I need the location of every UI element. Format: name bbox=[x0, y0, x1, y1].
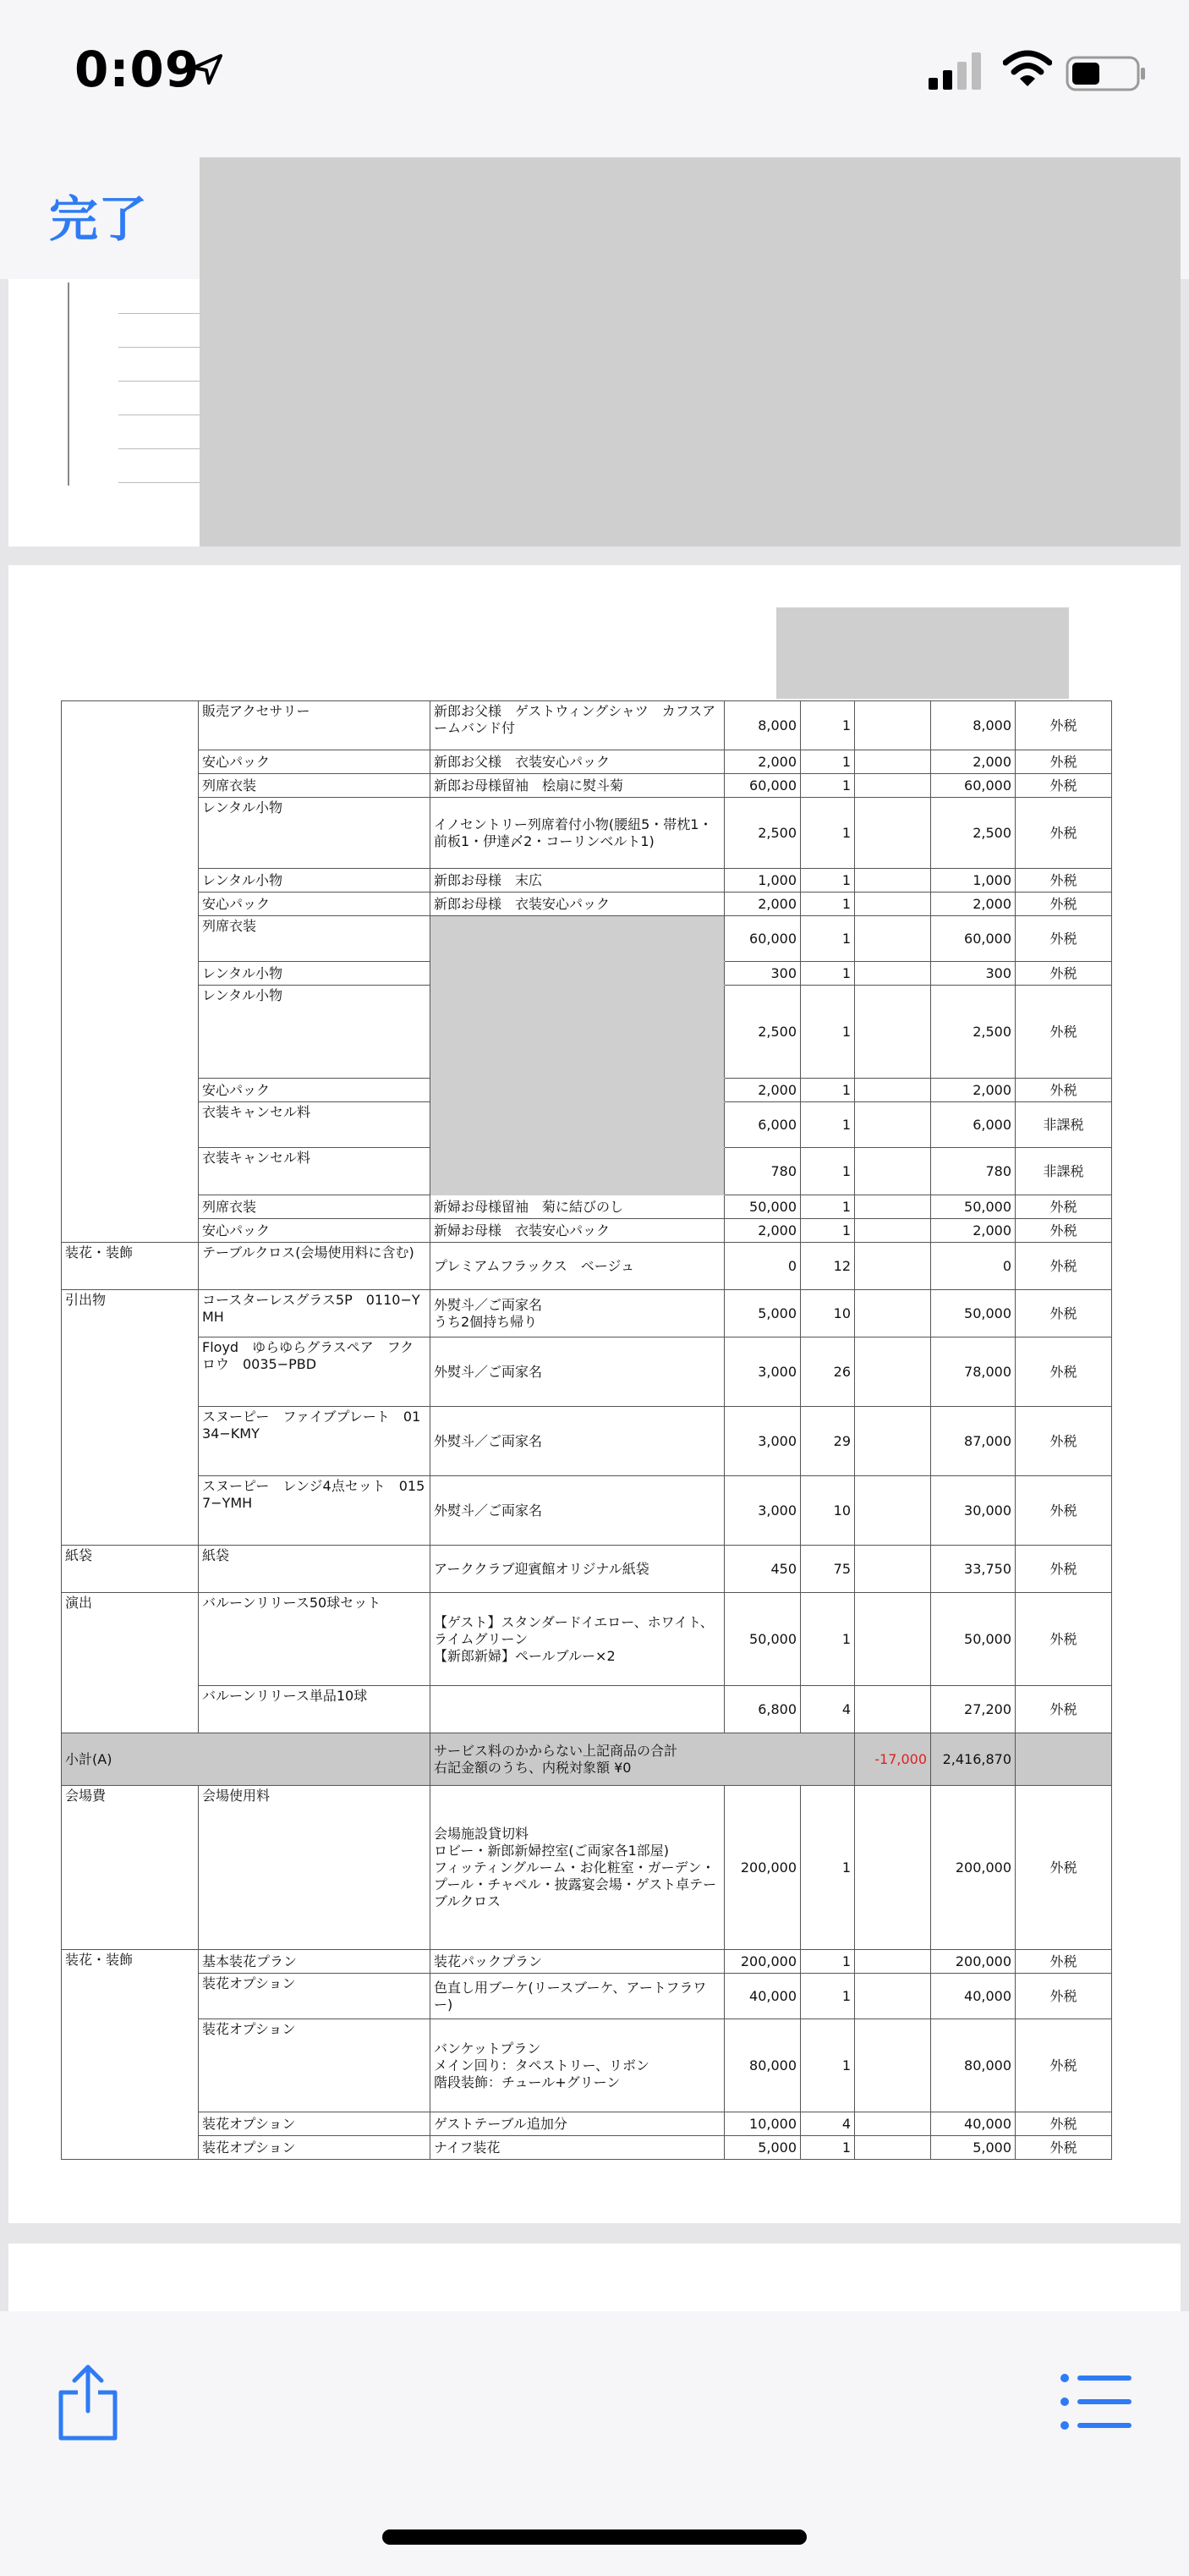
unit-price-cell: 3,000 bbox=[725, 1337, 801, 1407]
item-cell: 安心パック bbox=[199, 1079, 430, 1102]
unit-price-cell: 10,000 bbox=[725, 2112, 801, 2136]
quantity-cell: 1 bbox=[801, 1950, 855, 1974]
redacted-description-cell bbox=[430, 916, 725, 962]
table-row bbox=[62, 2136, 1112, 2160]
amount-cell: 40,000 bbox=[931, 1974, 1016, 2019]
subtotal-amount: 2,416,870 bbox=[931, 1733, 1016, 1786]
tax-type-cell: 外税 bbox=[1016, 2136, 1112, 2160]
tax-type-cell: 外税 bbox=[1016, 1219, 1112, 1243]
item-cell: 紙袋 bbox=[199, 1546, 430, 1593]
table-row bbox=[62, 1950, 1112, 1974]
category-cell bbox=[62, 1102, 199, 1148]
tax-type-cell: 外税 bbox=[1016, 701, 1112, 750]
table-row bbox=[62, 1243, 1112, 1290]
category-cell bbox=[62, 701, 199, 750]
subtotal-tax-cell bbox=[1016, 1733, 1112, 1786]
quantity-cell: 4 bbox=[801, 2112, 855, 2136]
unit-price-cell: 200,000 bbox=[725, 1950, 801, 1974]
tax-type-cell: 外税 bbox=[1016, 1337, 1112, 1407]
quantity-cell: 1 bbox=[801, 774, 855, 798]
category-cell: 紙袋 bbox=[62, 1546, 199, 1593]
category-cell bbox=[62, 893, 199, 916]
unit-price-cell: 2,000 bbox=[725, 1219, 801, 1243]
category-cell: 演出 bbox=[62, 1593, 199, 1686]
tax-type-cell: 外税 bbox=[1016, 2112, 1112, 2136]
amount-cell: 50,000 bbox=[931, 1593, 1016, 1686]
table-row bbox=[62, 2019, 1112, 2112]
description-cell: 会場施設貸切料 ロビー・新郎新婦控室(ご両家各1部屋) フィッティングルーム・お化粧室・ガーデン・プール・チャペル・披露宴会場・ゲスト卓テーブルクロス bbox=[430, 1786, 725, 1950]
table-row bbox=[62, 701, 1112, 750]
table-row-line bbox=[118, 448, 206, 449]
item-cell: コースターレスグラス5P 0110−YMH bbox=[199, 1290, 430, 1337]
quantity-cell: 29 bbox=[801, 1407, 855, 1476]
item-cell: Floyd ゆらゆらグラスペア フクロウ 0035−PBD bbox=[199, 1337, 430, 1407]
table-row-line bbox=[118, 313, 206, 314]
table-row bbox=[62, 1593, 1112, 1686]
item-cell: 装花オプション bbox=[199, 2019, 430, 2112]
amount-cell: 8,000 bbox=[931, 701, 1016, 750]
description-cell: 新婦お母様留袖 菊に結びのし bbox=[430, 1195, 725, 1219]
amount-cell: 87,000 bbox=[931, 1407, 1016, 1476]
tax-type-cell: 外税 bbox=[1016, 1476, 1112, 1546]
quantity-cell: 1 bbox=[801, 893, 855, 916]
description-cell: 新郎お父様 衣装安心パック bbox=[430, 750, 725, 774]
category-cell: 引出物 bbox=[62, 1290, 199, 1337]
quantity-cell: 1 bbox=[801, 701, 855, 750]
tax-type-cell: 非課税 bbox=[1016, 1148, 1112, 1195]
unit-price-cell: 60,000 bbox=[725, 916, 801, 962]
discount-cell bbox=[855, 750, 931, 774]
discount-cell bbox=[855, 1786, 931, 1950]
quantity-cell: 1 bbox=[801, 1148, 855, 1195]
redacted-description-cell bbox=[430, 962, 725, 986]
amount-cell: 5,000 bbox=[931, 2136, 1016, 2160]
amount-cell: 2,000 bbox=[931, 1219, 1016, 1243]
quantity-cell: 26 bbox=[801, 1337, 855, 1407]
unit-price-cell: 3,000 bbox=[725, 1407, 801, 1476]
unit-price-cell: 1,000 bbox=[725, 869, 801, 893]
unit-price-cell: 2,000 bbox=[725, 750, 801, 774]
quantity-cell: 1 bbox=[801, 750, 855, 774]
discount-cell bbox=[855, 1546, 931, 1593]
subtotal-discount: -17,000 bbox=[855, 1733, 931, 1786]
amount-cell: 300 bbox=[931, 962, 1016, 986]
item-cell: バルーンリリース50球セット bbox=[199, 1593, 430, 1686]
list-icon[interactable] bbox=[1059, 2372, 1133, 2431]
category-cell bbox=[62, 916, 199, 962]
table-row bbox=[62, 1786, 1112, 1950]
amount-cell: 6,000 bbox=[931, 1102, 1016, 1148]
quantity-cell: 1 bbox=[801, 1593, 855, 1686]
table-border-line bbox=[68, 283, 69, 486]
tax-type-cell: 外税 bbox=[1016, 962, 1112, 986]
description-cell: 外熨斗／ご両家名 うち2個持ち帰り bbox=[430, 1290, 725, 1337]
quantity-cell: 1 bbox=[801, 962, 855, 986]
clock-time: 0:09 bbox=[74, 41, 200, 98]
amount-cell: 60,000 bbox=[931, 774, 1016, 798]
tax-type-cell: 外税 bbox=[1016, 1243, 1112, 1290]
tax-type-cell: 外税 bbox=[1016, 986, 1112, 1079]
location-arrow-icon bbox=[190, 52, 224, 86]
amount-cell: 2,000 bbox=[931, 1079, 1016, 1102]
tax-type-cell: 外税 bbox=[1016, 1290, 1112, 1337]
item-cell: 装花オプション bbox=[199, 2136, 430, 2160]
amount-cell: 780 bbox=[931, 1148, 1016, 1195]
description-cell: イノセントリー列席着付小物(腰紐5・帯枕1・前板1・伊達〆2・コーリンベルト1) bbox=[430, 798, 725, 869]
done-button[interactable]: 完了 bbox=[49, 190, 148, 248]
category-cell bbox=[62, 774, 199, 798]
tax-type-cell: 外税 bbox=[1016, 1786, 1112, 1950]
description-cell: 【ゲスト】スタンダードイエロー、ホワイト、ライムグリーン 【新郎新婦】ペールブルー×2 bbox=[430, 1593, 725, 1686]
table-row-line bbox=[118, 347, 206, 348]
category-cell bbox=[62, 2019, 199, 2112]
table-row bbox=[62, 1337, 1112, 1407]
amount-cell: 200,000 bbox=[931, 1950, 1016, 1974]
amount-cell: 50,000 bbox=[931, 1195, 1016, 1219]
item-cell: 基本装花プラン bbox=[199, 1950, 430, 1974]
description-cell: 新婦お母様 衣装安心パック bbox=[430, 1219, 725, 1243]
tax-type-cell: 外税 bbox=[1016, 1407, 1112, 1476]
unit-price-cell: 50,000 bbox=[725, 1195, 801, 1219]
category-cell bbox=[62, 1195, 199, 1219]
table-row bbox=[62, 916, 1112, 962]
amount-cell: 2,000 bbox=[931, 893, 1016, 916]
item-cell: スヌーピー レンジ4点セット 0157−YMH bbox=[199, 1476, 430, 1546]
discount-cell bbox=[855, 1243, 931, 1290]
item-cell: レンタル小物 bbox=[199, 798, 430, 869]
amount-cell: 60,000 bbox=[931, 916, 1016, 962]
table-row bbox=[62, 986, 1112, 1079]
tax-type-cell: 外税 bbox=[1016, 1950, 1112, 1974]
battery-icon bbox=[1066, 56, 1147, 91]
table-row bbox=[62, 774, 1112, 798]
discount-cell bbox=[855, 1219, 931, 1243]
item-cell: 安心パック bbox=[199, 893, 430, 916]
unit-price-cell: 5,000 bbox=[725, 1290, 801, 1337]
description-cell: 外熨斗／ご両家名 bbox=[430, 1476, 725, 1546]
quantity-cell: 1 bbox=[801, 1102, 855, 1148]
subtotal-label: 小計(A) bbox=[62, 1733, 430, 1786]
quantity-cell: 1 bbox=[801, 1079, 855, 1102]
redacted-description-cell bbox=[430, 986, 725, 1079]
tax-type-cell: 外税 bbox=[1016, 916, 1112, 962]
discount-cell bbox=[855, 869, 931, 893]
table-row bbox=[62, 962, 1112, 986]
description-cell: 新郎お母様 末広 bbox=[430, 869, 725, 893]
discount-cell bbox=[855, 1079, 931, 1102]
status-bar bbox=[0, 0, 1189, 161]
item-cell: レンタル小物 bbox=[199, 962, 430, 986]
description-cell: ナイフ装花 bbox=[430, 2136, 725, 2160]
discount-cell bbox=[855, 1950, 931, 1974]
tax-type-cell: 外税 bbox=[1016, 1195, 1112, 1219]
discount-cell bbox=[855, 916, 931, 962]
category-cell bbox=[62, 1686, 199, 1733]
category-cell bbox=[62, 750, 199, 774]
tax-type-cell: 外税 bbox=[1016, 1546, 1112, 1593]
tax-type-cell: 外税 bbox=[1016, 750, 1112, 774]
table-row bbox=[62, 1686, 1112, 1733]
unit-price-cell: 780 bbox=[725, 1148, 801, 1195]
tax-type-cell: 外税 bbox=[1016, 774, 1112, 798]
quantity-cell: 75 bbox=[801, 1546, 855, 1593]
unit-price-cell: 2,000 bbox=[725, 893, 801, 916]
discount-cell bbox=[855, 701, 931, 750]
category-cell bbox=[62, 2112, 199, 2136]
unit-price-cell: 80,000 bbox=[725, 2019, 801, 2112]
category-cell bbox=[62, 1337, 199, 1407]
description-cell bbox=[430, 1686, 725, 1733]
item-cell: 販売アクセサリー bbox=[199, 701, 430, 750]
redacted-area bbox=[200, 157, 1181, 547]
table-row bbox=[62, 1219, 1112, 1243]
unit-price-cell: 3,000 bbox=[725, 1476, 801, 1546]
amount-cell: 50,000 bbox=[931, 1290, 1016, 1337]
discount-cell bbox=[855, 1102, 931, 1148]
item-cell: スヌーピー ファイブプレート 0134−KMY bbox=[199, 1407, 430, 1476]
unit-price-cell: 40,000 bbox=[725, 1974, 801, 2019]
item-cell: 衣装キャンセル料 bbox=[199, 1102, 430, 1148]
item-cell: レンタル小物 bbox=[199, 986, 430, 1079]
item-cell: 衣装キャンセル料 bbox=[199, 1148, 430, 1195]
description-cell: 装花パックプラン bbox=[430, 1950, 725, 1974]
cellular-signal-icon bbox=[929, 52, 984, 90]
description-cell: 新郎お母様留袖 桧扇に熨斗菊 bbox=[430, 774, 725, 798]
unit-price-cell: 2,000 bbox=[725, 1079, 801, 1102]
quantity-cell: 1 bbox=[801, 986, 855, 1079]
unit-price-cell: 0 bbox=[725, 1243, 801, 1290]
item-cell: 装花オプション bbox=[199, 1974, 430, 2019]
amount-cell: 200,000 bbox=[931, 1786, 1016, 1950]
amount-cell: 33,750 bbox=[931, 1546, 1016, 1593]
category-cell bbox=[62, 2136, 199, 2160]
unit-price-cell: 2,500 bbox=[725, 986, 801, 1079]
item-cell: 列席衣装 bbox=[199, 916, 430, 962]
tax-type-cell: 外税 bbox=[1016, 1974, 1112, 2019]
amount-cell: 40,000 bbox=[931, 2112, 1016, 2136]
description-cell: 新郎お母様 衣装安心パック bbox=[430, 893, 725, 916]
discount-cell bbox=[855, 1476, 931, 1546]
redacted-description-cell bbox=[430, 1102, 725, 1148]
item-cell: バルーンリリース単品10球 bbox=[199, 1686, 430, 1733]
description-cell: バンケットプラン メイン回り：タペストリー、リボン 階段装飾：チュール+グリーン bbox=[430, 2019, 725, 2112]
table-row bbox=[62, 2112, 1112, 2136]
tax-type-cell: 外税 bbox=[1016, 1079, 1112, 1102]
discount-cell bbox=[855, 798, 931, 869]
category-cell: 装花・装飾 bbox=[62, 1243, 199, 1290]
description-cell: 外熨斗／ご両家名 bbox=[430, 1407, 725, 1476]
quantity-cell: 1 bbox=[801, 916, 855, 962]
category-cell bbox=[62, 1079, 199, 1102]
discount-cell bbox=[855, 1148, 931, 1195]
quantity-cell: 1 bbox=[801, 1195, 855, 1219]
amount-cell: 0 bbox=[931, 1243, 1016, 1290]
redacted-description-cell bbox=[430, 1148, 725, 1195]
discount-cell bbox=[855, 1407, 931, 1476]
quantity-cell: 1 bbox=[801, 2136, 855, 2160]
discount-cell bbox=[855, 986, 931, 1079]
category-cell bbox=[62, 1476, 199, 1546]
share-icon[interactable] bbox=[54, 2362, 122, 2443]
category-cell: 会場費 bbox=[62, 1786, 199, 1950]
subtotal-note: サービス料のかからない上記商品の合計 右記金額のうち、内税対象額 ¥0 bbox=[430, 1733, 855, 1786]
discount-cell bbox=[855, 1337, 931, 1407]
unit-price-cell: 200,000 bbox=[725, 1786, 801, 1950]
discount-cell bbox=[855, 1686, 931, 1733]
item-cell: テーブルクロス(会場使用料に含む) bbox=[199, 1243, 430, 1290]
redacted-area bbox=[776, 607, 1069, 699]
unit-price-cell: 6,000 bbox=[725, 1102, 801, 1148]
redacted-description-cell bbox=[430, 1079, 725, 1102]
discount-cell bbox=[855, 962, 931, 986]
quantity-cell: 4 bbox=[801, 1686, 855, 1733]
amount-cell: 78,000 bbox=[931, 1337, 1016, 1407]
category-cell bbox=[62, 1148, 199, 1195]
estimate-table bbox=[61, 700, 1112, 2160]
amount-cell: 2,500 bbox=[931, 986, 1016, 1079]
category-cell bbox=[62, 798, 199, 869]
tax-type-cell: 外税 bbox=[1016, 869, 1112, 893]
amount-cell: 27,200 bbox=[931, 1686, 1016, 1733]
quantity-cell: 1 bbox=[801, 1786, 855, 1950]
tax-type-cell: 外税 bbox=[1016, 1593, 1112, 1686]
description-cell: プレミアムフラックス ベージュ bbox=[430, 1243, 725, 1290]
item-cell: 装花オプション bbox=[199, 2112, 430, 2136]
item-cell: 列席衣装 bbox=[199, 1195, 430, 1219]
description-cell: 外熨斗／ご両家名 bbox=[430, 1337, 725, 1407]
description-cell: アーククラブ迎賓館オリジナル紙袋 bbox=[430, 1546, 725, 1593]
discount-cell bbox=[855, 2136, 931, 2160]
discount-cell bbox=[855, 2112, 931, 2136]
home-indicator[interactable] bbox=[382, 2529, 807, 2545]
tax-type-cell: 外税 bbox=[1016, 893, 1112, 916]
table-row bbox=[62, 1974, 1112, 2019]
unit-price-cell: 50,000 bbox=[725, 1593, 801, 1686]
table-row bbox=[62, 1195, 1112, 1219]
item-cell: 安心パック bbox=[199, 750, 430, 774]
table-row bbox=[62, 869, 1112, 893]
category-cell bbox=[62, 986, 199, 1079]
category-cell bbox=[62, 1974, 199, 2019]
table-row bbox=[62, 798, 1112, 869]
tax-type-cell: 外税 bbox=[1016, 798, 1112, 869]
quantity-cell: 1 bbox=[801, 2019, 855, 2112]
amount-cell: 1,000 bbox=[931, 869, 1016, 893]
table-row bbox=[62, 1290, 1112, 1337]
discount-cell bbox=[855, 893, 931, 916]
quantity-cell: 1 bbox=[801, 1974, 855, 2019]
discount-cell bbox=[855, 1290, 931, 1337]
quantity-cell: 1 bbox=[801, 869, 855, 893]
table-row bbox=[62, 1476, 1112, 1546]
table-row bbox=[62, 1079, 1112, 1102]
unit-price-cell: 8,000 bbox=[725, 701, 801, 750]
unit-price-cell: 450 bbox=[725, 1546, 801, 1593]
subtotal-row bbox=[62, 1733, 1112, 1786]
quantity-cell: 10 bbox=[801, 1476, 855, 1546]
discount-cell bbox=[855, 1974, 931, 2019]
category-cell bbox=[62, 869, 199, 893]
table-row bbox=[62, 1102, 1112, 1148]
wifi-icon bbox=[1003, 49, 1052, 88]
unit-price-cell: 300 bbox=[725, 962, 801, 986]
category-cell bbox=[62, 1219, 199, 1243]
discount-cell bbox=[855, 774, 931, 798]
category-cell: 装花・装飾 bbox=[62, 1950, 199, 1974]
discount-cell bbox=[855, 2019, 931, 2112]
item-cell: 安心パック bbox=[199, 1219, 430, 1243]
amount-cell: 2,000 bbox=[931, 750, 1016, 774]
tax-type-cell: 外税 bbox=[1016, 2019, 1112, 2112]
table-row-line bbox=[118, 482, 206, 483]
description-cell: ゲストテーブル追加分 bbox=[430, 2112, 725, 2136]
unit-price-cell: 60,000 bbox=[725, 774, 801, 798]
table-row bbox=[62, 1546, 1112, 1593]
table-row bbox=[62, 1148, 1112, 1195]
discount-cell bbox=[855, 1195, 931, 1219]
unit-price-cell: 2,500 bbox=[725, 798, 801, 869]
table-row-line bbox=[118, 381, 206, 382]
table-row bbox=[62, 750, 1112, 774]
amount-cell: 80,000 bbox=[931, 2019, 1016, 2112]
discount-cell bbox=[855, 1593, 931, 1686]
tax-type-cell: 非課税 bbox=[1016, 1102, 1112, 1148]
category-cell bbox=[62, 962, 199, 986]
item-cell: 列席衣装 bbox=[199, 774, 430, 798]
table-row bbox=[62, 1407, 1112, 1476]
quantity-cell: 10 bbox=[801, 1290, 855, 1337]
quantity-cell: 1 bbox=[801, 1219, 855, 1243]
unit-price-cell: 5,000 bbox=[725, 2136, 801, 2160]
quantity-cell: 1 bbox=[801, 798, 855, 869]
amount-cell: 2,500 bbox=[931, 798, 1016, 869]
description-cell: 色直し用ブーケ(リースブーケ、アートフラワー) bbox=[430, 1974, 725, 2019]
category-cell bbox=[62, 1407, 199, 1476]
table-row bbox=[62, 893, 1112, 916]
tax-type-cell: 外税 bbox=[1016, 1686, 1112, 1733]
item-cell: 会場使用料 bbox=[199, 1786, 430, 1950]
item-cell: レンタル小物 bbox=[199, 869, 430, 893]
unit-price-cell: 6,800 bbox=[725, 1686, 801, 1733]
description-cell: 新郎お父様 ゲストウィングシャツ カフスアームバンド付 bbox=[430, 701, 725, 750]
quantity-cell: 12 bbox=[801, 1243, 855, 1290]
amount-cell: 30,000 bbox=[931, 1476, 1016, 1546]
